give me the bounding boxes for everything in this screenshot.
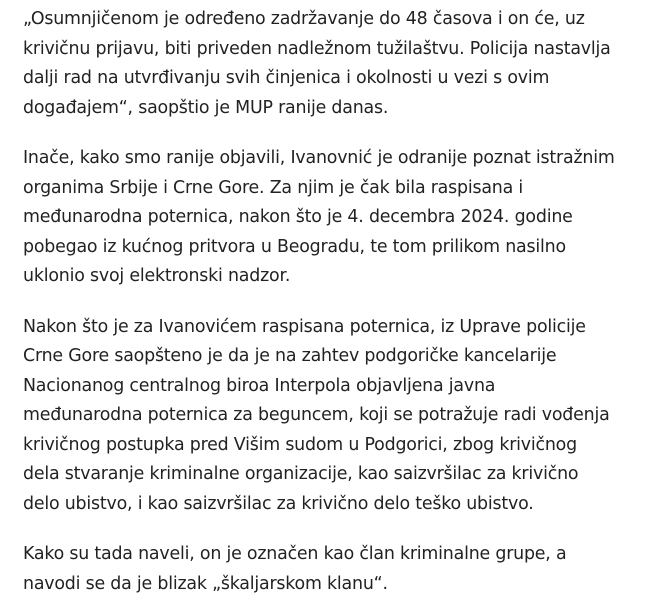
paragraph-2 [23, 144, 655, 292]
text-line: Crne Gore saopšteno je da je na zahtev podgoričke kancelarije [23, 346, 557, 366]
text-line: međunarodna poternica za beguncem, koji se potražuje radi vođenja [23, 405, 610, 425]
text-line: navodi se da je blizak „škaljarskom klanu“. [23, 573, 388, 594]
text-line: Nakon što je za Ivanovićem raspisana poternica, iz Uprave policije [23, 316, 586, 337]
text-line: događajem“, saopštio je MUP ranije danas. [23, 97, 389, 118]
text-line: „Osumnjičenom je određeno zadržavanje do 48 časova i on će, uz [23, 9, 585, 29]
text-line: krivičnog postupka pred Višim sudom u Podgorici, zbog krivičnog [23, 434, 577, 455]
text-line: međunarodna poternica, nakon što je 4. decembra 2024. godine [23, 207, 573, 227]
text-line: pobegao iz kućnog pritvora u Beogradu, te tom prilikom nasilno [23, 236, 566, 257]
text-line: organima Srbije i Crne Gore. Za njim je čak bila raspisana i [23, 177, 524, 198]
paragraph-1 [23, 5, 655, 123]
text-line: dela stvaranje kriminalne organizacije, kao saizvršilac za krivično [23, 464, 579, 484]
paragraph-3 [23, 313, 655, 520]
text-line: Inače, kako smo ranije objavili, Ivanovnić je odranije poznat istražnim [23, 148, 615, 168]
text-line: dalji rad na utvrđivanju svih činjenica i okolnosti u vezi s ovim [23, 68, 550, 88]
text-line: krivičnu prijavu, biti priveden nadležnom tužilaštvu. Policija nastavlja [23, 38, 611, 59]
text-line: Nacionanog centralnog biroa Interpola objavljena javna [23, 375, 496, 396]
paragraph-4 [23, 540, 655, 599]
text-line: delo ubistvo, i kao saizvršilac za krivično delo teško ubistvo. [23, 493, 534, 514]
text-line: uklonio svoj elektronski nadzor. [23, 266, 291, 286]
text-line: Kako su tada naveli, on je označen kao član kriminalne grupe, a [23, 544, 567, 564]
